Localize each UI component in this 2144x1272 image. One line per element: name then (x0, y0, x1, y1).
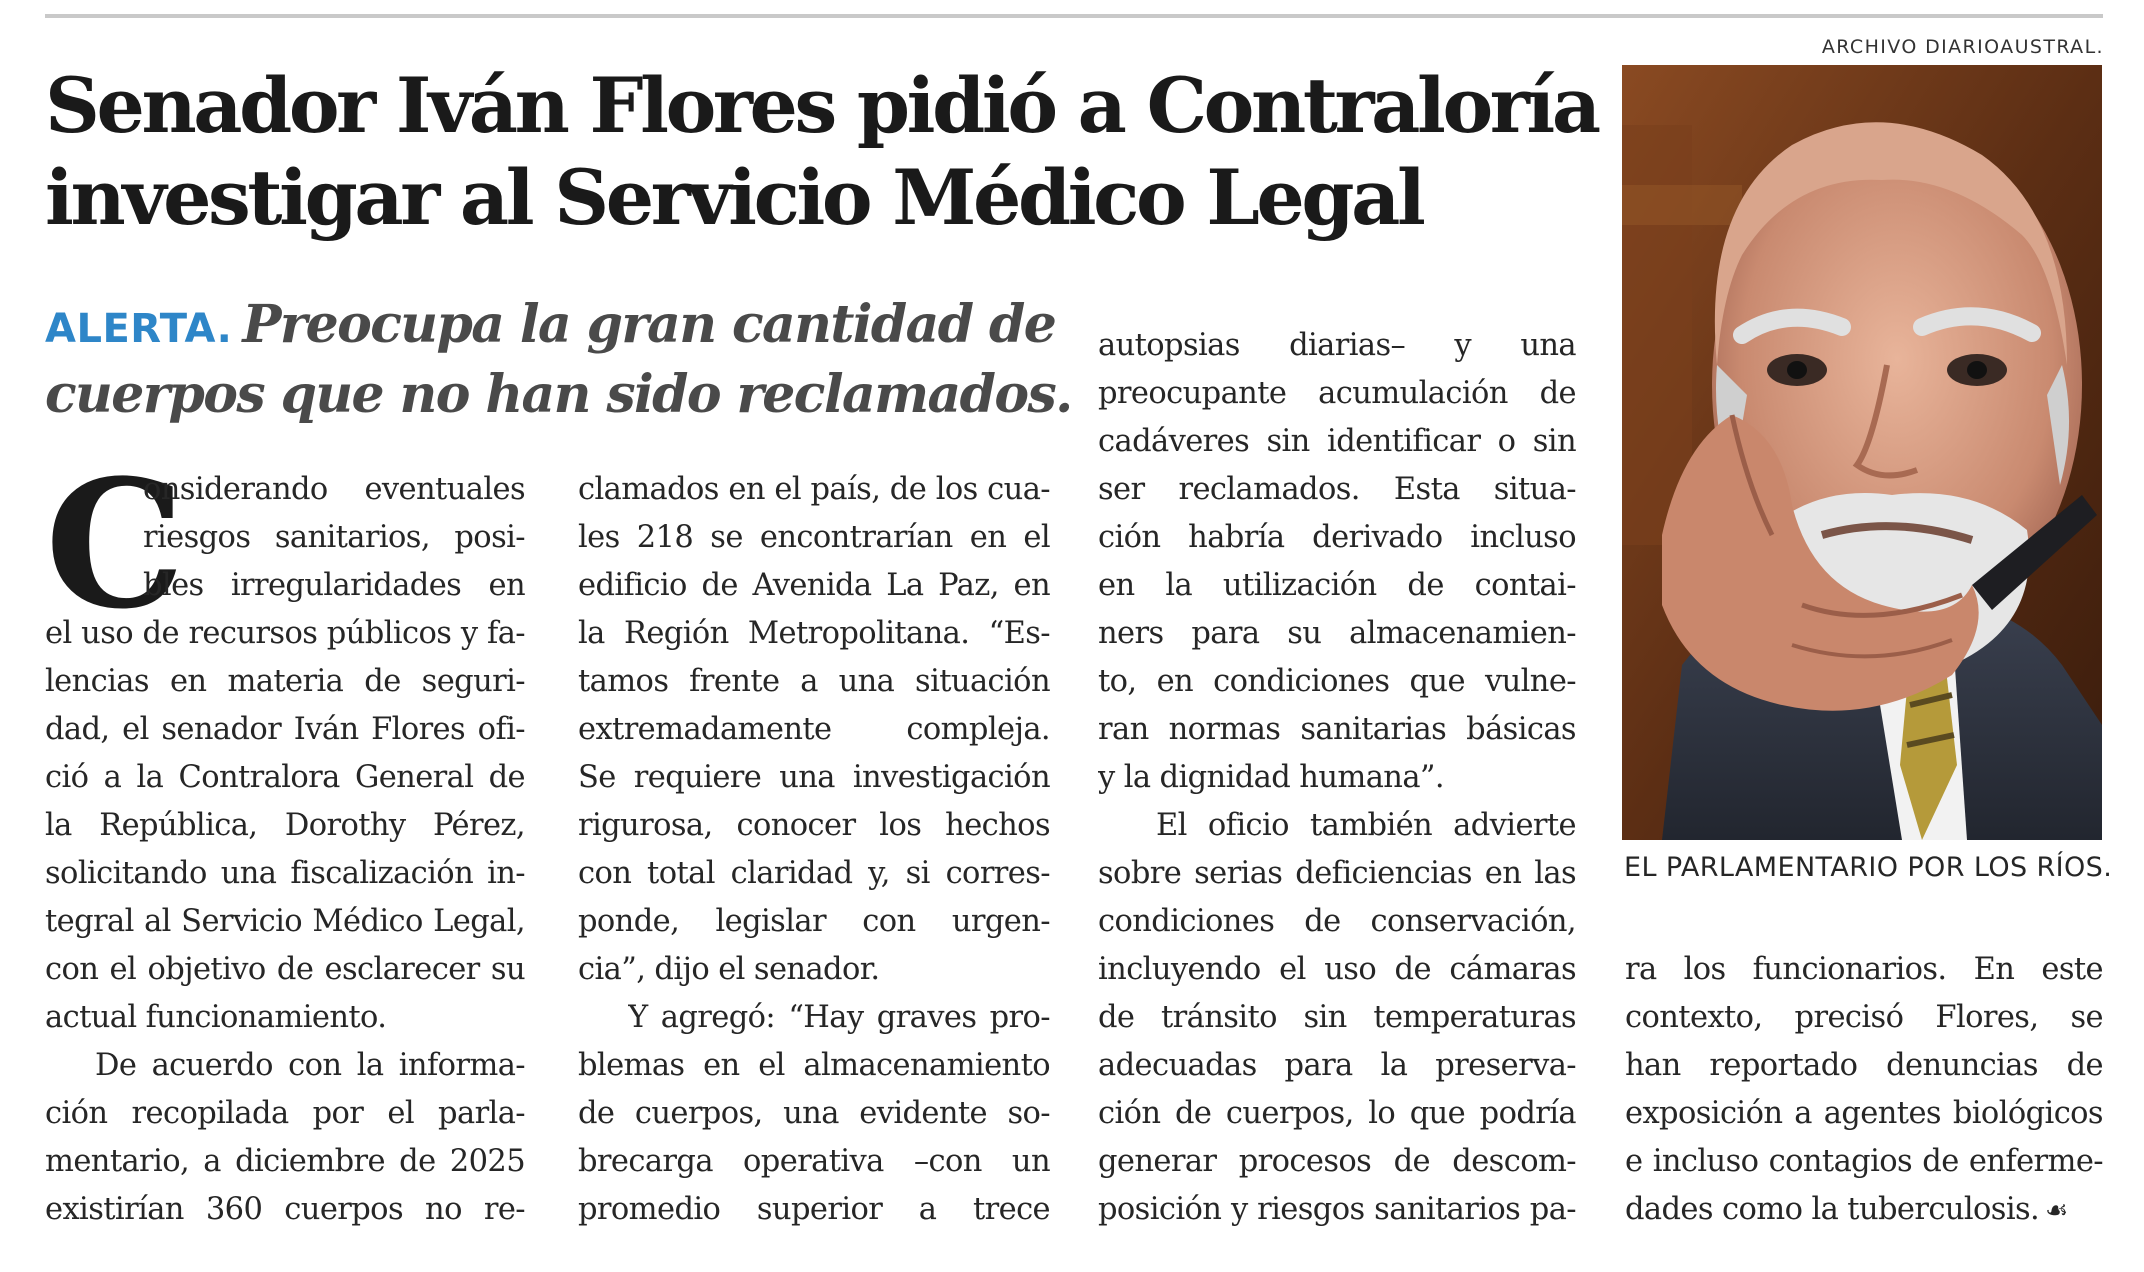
body-line: brecarga operativa –con un (578, 1144, 1050, 1179)
body-line: extremadamente compleja. (578, 712, 1050, 747)
body-line: y la dignidad humana”. (1098, 760, 1444, 795)
body-line: mentario, a diciembre de 2025 (45, 1144, 525, 1179)
body-line: ción recopilada por el parla- (45, 1096, 525, 1131)
body-line: riesgos sanitarios, posi- (143, 520, 525, 555)
body-line: de cuerpos, una evidente so- (578, 1096, 1050, 1131)
body-column-1 (45, 441, 525, 1234)
body-line: edificio de Avenida La Paz, en (578, 568, 1050, 603)
body-line: sobre serias deficiencias en las (1098, 856, 1576, 891)
deck (45, 292, 1072, 428)
body-line: la Región Metropolitana. “Es- (578, 616, 1050, 651)
body-line: Y agregó: “Hay graves pro- (628, 1000, 1050, 1035)
body-line: blemas en el almacenamiento (578, 1048, 1050, 1083)
senator-photo (1622, 65, 2102, 840)
body-line: han reportado denuncias de (1625, 1048, 2103, 1083)
body-line: ción de cuerpos, lo que podría (1098, 1096, 1576, 1131)
end-mark-icon: ☙ (2045, 1196, 2068, 1226)
photo-credit: ARCHIVO DIARIOAUSTRAL. (1821, 36, 2104, 58)
body-line: exposición a agentes biológicos (1625, 1096, 2103, 1131)
body-line: actual funcionamiento. (45, 1000, 387, 1035)
body-column-3 (1098, 322, 1576, 1234)
body-line: bles irregularidades en (143, 568, 525, 603)
body-line: ponde, legislar con urgen- (578, 904, 1050, 939)
body-line: tamos frente a una situación (578, 664, 1050, 699)
deck-line (45, 292, 1065, 362)
headline-line: investigar al Servicio Médico Legal (45, 153, 1423, 242)
body-line: cadáveres sin identificar o sin (1098, 424, 1576, 459)
top-rule (45, 14, 2103, 18)
body-line: tegral al Servicio Médico Legal, (45, 904, 525, 939)
body-line-text: dades como la tuberculosis. (1625, 1192, 2040, 1227)
body-line: incluyendo el uso de cámaras (1098, 952, 1576, 987)
body-line: el uso de recursos públicos y fa- (45, 616, 525, 651)
body-line: la República, Dorothy Pérez, (45, 808, 525, 843)
kicker: ALERTA. (45, 306, 233, 352)
body-line: condiciones de conservación, (1098, 904, 1576, 939)
body-line: rigurosa, conocer los hechos (578, 808, 1050, 843)
portrait-illustration (1622, 65, 2102, 840)
body-line: e incluso contagios de enferme- (1625, 1144, 2103, 1179)
body-column-2 (578, 466, 1050, 1234)
headline (45, 60, 1605, 244)
body-line: ran normas sanitarias básicas (1098, 712, 1576, 747)
body-line: to, en condiciones que vulne- (1098, 664, 1576, 699)
body-line: contexto, precisó Flores, se (1625, 1000, 2103, 1035)
body-line: existirían 360 cuerpos no re- (45, 1192, 525, 1227)
body-line: preocupante acumulación de (1098, 376, 1576, 411)
body-line: El oficio también advierte (1156, 808, 1576, 843)
body-line: De acuerdo con la informa- (95, 1048, 525, 1083)
body-line: ners para su almacenamien- (1098, 616, 1576, 651)
body-line: lencias en materia de seguri- (45, 664, 525, 699)
body-line: ser reclamados. Esta situa- (1098, 472, 1576, 507)
body-line: solicitando una fiscalización in- (45, 856, 525, 891)
deck-line: cuerpos que no han sido reclamados. (45, 364, 1072, 425)
body-line (1625, 1186, 2103, 1234)
body-line: ra los funcionarios. En este (1625, 952, 2103, 987)
body-line: ción habría derivado incluso (1098, 520, 1576, 555)
body-line: ció a la Contralora General de (45, 760, 525, 795)
body-line: con total claridad y, si corres- (578, 856, 1050, 891)
body-line: de tránsito sin temperaturas (1098, 1000, 1576, 1035)
body-line: clamados en el país, de los cua- (578, 472, 1050, 507)
headline-line: Senador Iván Flores pidió a Contraloría (45, 61, 1598, 150)
photo-caption: EL PARLAMENTARIO POR LOS RÍOS. (1624, 852, 2113, 883)
body-line: onsiderando eventuales (143, 472, 525, 507)
body-line: les 218 se encontrarían en el (578, 520, 1050, 555)
body-line: dad, el senador Iván Flores ofi- (45, 712, 525, 747)
body-line: en la utilización de contai- (1098, 568, 1576, 603)
body-line: adecuadas para la preserva- (1098, 1048, 1576, 1083)
body-line: Se requiere una investigación (578, 760, 1050, 795)
deck-text: Preocupa la gran cantidad de (242, 294, 1056, 355)
body-column-4 (1625, 946, 2103, 1234)
body-line: con el objetivo de esclarecer su (45, 952, 525, 987)
body-line: promedio superior a trece (578, 1192, 1050, 1227)
body-line: autopsias diarias– y una (1098, 328, 1576, 363)
body-line: generar procesos de descom- (1098, 1144, 1576, 1179)
dropcap: C (45, 441, 186, 648)
body-line: posición y riesgos sanitarios pa- (1098, 1192, 1576, 1227)
body-line: cia”, dijo el senador. (578, 952, 880, 987)
